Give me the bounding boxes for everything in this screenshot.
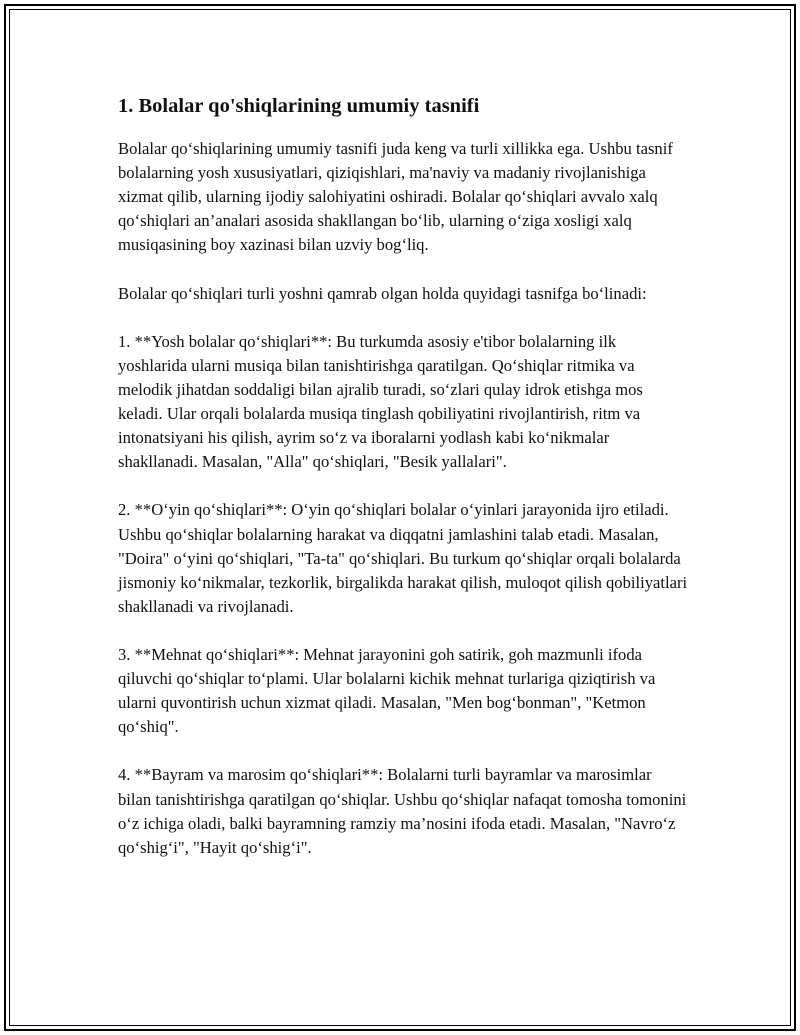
paragraph-item-2: 2. **O‘yin qo‘shiqlari**: O‘yin qo‘shiqlari bolalar o‘yinlari jarayonida ijro etiladi. Ushbu qo‘shiqlar bolalarning harakat va diqqatni jamlashini talab etadi. Masalan, "Doira" o‘yini qo‘shiqlari, "Ta-ta" qo‘shiqlari. Bu turkum qo‘shiqlar orqali bolalarda jismoniy ko‘nikmalar, tezkorlik, birgalikda harakat qilish, muloqot qilish qobiliyatlari shakllanadi va rivojlanadi. (118, 500, 688, 616)
paragraph-classification-lead: Bolalar qo‘shiqlari turli yoshni qamrab olgan holda quyidagi tasnifga bo‘linadi: (118, 283, 647, 303)
paragraph-item-1: 1. **Yosh bolalar qo‘shiqlari**: Bu turkumda asosiy e'tibor bolalarning ilk yoshlarida ularni musiqa bilan tanishtirishga qaratilgan. Qo‘shiqlar ritmika va melodik jihatdan soddaligi bilan ajralib turadi, so‘zlari qulay idrok etishga mos keladi. Ular orqali bolalarda musiqa tinglash qobiliyatini rivojlantirish, ritm va intonatsiyani his qilish, ayrim so‘z va iboralarni yodlash kabi ko‘nikmalar shakllanadi. Masalan, "Alla" qo‘shiqlari, "Besik yallalari". (118, 331, 643, 472)
paragraph-item-4: 4. **Bayram va marosim qo‘shiqlari**: Bolalarni turli bayramlar va marosimlar bilan tanishtirishga qaratilgan qo‘shiqlar. Ushbu qo‘shiqlar nafaqat tomosha tomonini o‘z ichiga oladi, balki bayramning ramziy ma’nosini ifoda etadi. Masalan, "Navro‘z qo‘shig‘i", "Hayit qo‘shig‘i". (118, 765, 687, 857)
section-heading: 1. Bolalar qo'shiqlarining umumiy tasnifi (118, 95, 480, 117)
paragraph-item-3: 3. **Mehnat qo‘shiqlari**: Mehnat jarayonini goh satirik, goh mazmunli ifoda qiluvchi qo‘shiqlar to‘plami. Ular bolalarni kichik mehnat turlariga qiziqtirish va ularni quvontirish uchun xizmat qiladi. Masalan, "Men bog‘bonman", "Ketmon qo‘shiq". (118, 644, 656, 737)
paragraph-intro: Bolalar qo‘shiqlarining umumiy tasnifi juda keng va turli xillikka ega. Ushbu tasnif bolalarning yosh xususiyatlari, qiziqishlari, ma'naviy va madaniy rivojlanishiga xizmat qilib, ularning ijodiy salohiyatini oshiradi. Bolalar qo‘shiqlari avvalo xalq qo‘shiqlari an’analari asosida shakllangan bo‘lib, ularning o‘ziga xosligi xalq musiqasining boy xazinasi bilan uzviy bog‘liq. (118, 139, 673, 255)
document-body (118, 92, 688, 884)
